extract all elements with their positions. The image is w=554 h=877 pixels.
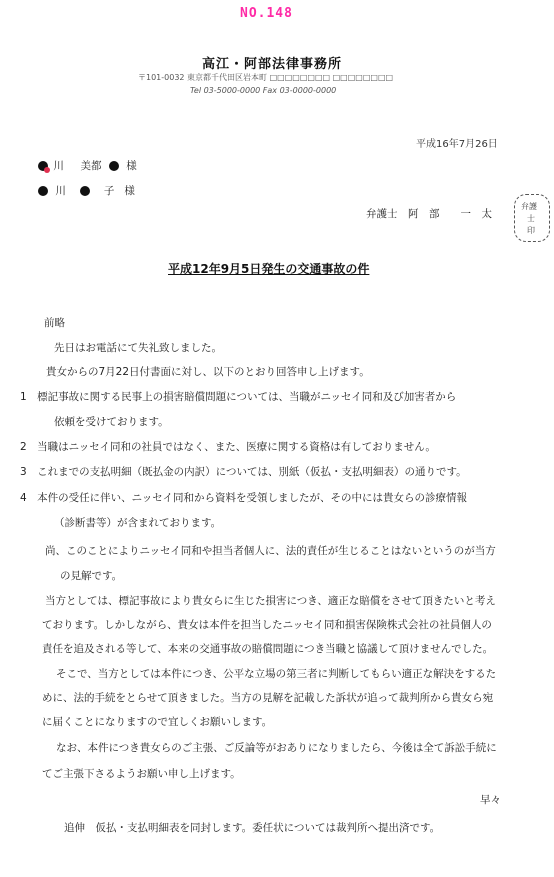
paragraph-line: 依頼を受けております。 bbox=[54, 416, 169, 428]
redaction-mark bbox=[38, 186, 48, 196]
seal-text: 印 bbox=[527, 226, 535, 235]
document-number: NO.148 bbox=[240, 6, 293, 21]
recipient-1-left: 川 bbox=[53, 160, 64, 172]
recipient-1-honorific: 様 bbox=[126, 160, 137, 172]
letter-subject: 平成12年9月5日発生の交通事故の件 bbox=[168, 262, 370, 276]
recipient-2 bbox=[34, 183, 135, 198]
letter-date: 平成16年7月26日 bbox=[416, 139, 498, 150]
paragraph-line: 2 当職はニッセイ同和の社員ではなく、また、医療に関する資格は有しておりません。 bbox=[20, 441, 436, 453]
red-mark bbox=[44, 167, 50, 173]
paragraph-line: てご主張下さるようお願い申し上げます。 bbox=[42, 768, 241, 780]
paragraph-line: 責任を追及される等して、本来の交通事故の賠償問題につき当職と協議して頂けませんでした。 bbox=[42, 643, 494, 655]
paragraph-line: に届くことになりますので宜しくお願いします。 bbox=[42, 716, 273, 728]
seal-text: 士 bbox=[527, 214, 535, 223]
paragraph-line: の見解です。 bbox=[60, 570, 123, 582]
paragraph-line: 先日はお電話にて失礼致しました。 bbox=[54, 342, 222, 354]
seal-stamp bbox=[514, 194, 550, 242]
paragraph-line: なお、本件につき貴女らのご主張、ご反論等がおありになりましたら、今後は全て訴訟手続に bbox=[56, 742, 497, 754]
paragraph-line: （診断書等）が含まれております。 bbox=[54, 517, 222, 529]
recipient-2-honorific: 様 bbox=[124, 185, 135, 197]
paragraph-line: 当方としては、標記事故により貴女らに生じた損害につき、適正な賠償をさせて頂きたいと考え bbox=[45, 595, 496, 607]
redaction-mark bbox=[109, 161, 119, 171]
paragraph-line: そこで、当方としては本件につき、公平な立場の第三者に判断してもらい適正な解決をするた bbox=[56, 668, 497, 680]
paragraph-line: 尚、このことによりニッセイ同和や担当者個人に、法的責任が生じることはないというのが当方 bbox=[45, 545, 496, 557]
closing: 早々 bbox=[480, 794, 501, 806]
paragraph-line: 1 標記事故に関する民事上の損害賠償問題については、当職がニッセイ同和及び加害者から bbox=[20, 391, 457, 403]
paragraph-line: 貴女からの7月22日付書面に対し、以下のとおり回答申し上げます。 bbox=[46, 366, 370, 378]
sender-name: 弁護士 阿 部 一 太 bbox=[366, 208, 492, 220]
office-address: 〒101-0032 東京都千代田区岩本町 □□□□□□□□ □□□□□□□□ bbox=[138, 73, 394, 82]
greeting: 前略 bbox=[44, 317, 65, 329]
paragraph-line: めに、法的手続をとらせて頂きました。当方の見解を記載した訴状が追って裁判所から貴女ら宛 bbox=[42, 692, 494, 704]
redaction-mark bbox=[80, 186, 90, 196]
recipient-1-name: 美都 bbox=[80, 160, 102, 172]
paragraph-line: ております。しかしながら、貴女は本件を担当したニッセイ同和損害保険株式会社の社員個人の bbox=[42, 619, 492, 631]
seal-text: 弁護 bbox=[521, 202, 537, 211]
office-tel-fax: Tel 03-5000-0000 Fax 03-0000-0000 bbox=[190, 86, 337, 95]
recipient-2-name: 子 bbox=[103, 185, 115, 197]
paragraph-line: 4 本件の受任に伴い、ニッセイ同和から資料を受領しましたが、その中には貴女らの診療情報 bbox=[20, 492, 467, 504]
recipient-1 bbox=[34, 158, 137, 173]
postscript: 追伸 仮払・支払明細表を同封します。委任状については裁判所へ提出済です。 bbox=[64, 822, 441, 834]
recipient-2-left: 川 bbox=[55, 185, 66, 197]
office-name: 高江・阿部法律事務所 bbox=[202, 57, 343, 72]
paragraph-line: 3 これまでの支払明細（既払金の内訳）については、別紙（仮払・支払明細表）の通りです。 bbox=[20, 466, 467, 478]
